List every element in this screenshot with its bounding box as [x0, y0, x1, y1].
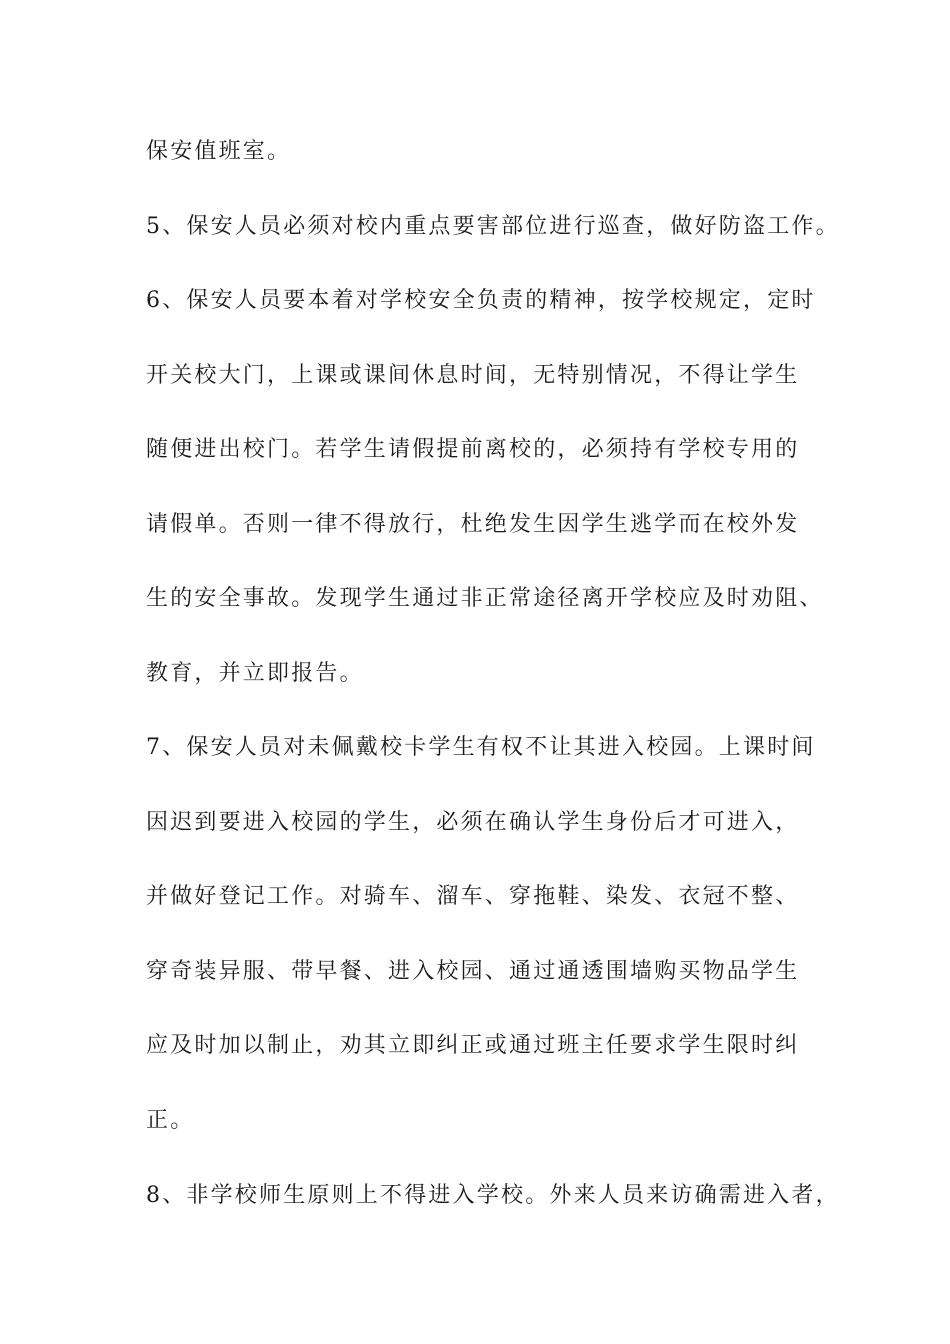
paragraph-line: 6、保安人员要本着对学校安全负责的精神，按学校规定，定时 — [146, 288, 816, 313]
paragraph-line: 请假单。否则一律不得放行，杜绝发生因学生逃学而在校外发 — [146, 512, 800, 537]
paragraph-line: 8、非学校师生原则上不得进入学校。外来人员来访确需进入者， — [146, 1183, 840, 1208]
paragraph-line: 正。 — [146, 1108, 195, 1133]
paragraph-line: 5、保安人员必须对校内重点要害部位进行巡查，做好防盗工作。 — [146, 214, 840, 239]
paragraph-line: 生的安全事故。发现学生通过非正常途径离开学校应及时劝阻、 — [146, 586, 824, 611]
paragraph-line: 教育，并立即报告。 — [146, 661, 364, 686]
paragraph-line: 并做好登记工作。对骑车、溜车、穿拖鞋、染发、衣冠不整、 — [146, 884, 800, 909]
paragraph-line: 随便进出校门。若学生请假提前离校的，必须持有学校专用的 — [146, 437, 800, 462]
paragraph-line: 开关校大门，上课或课间休息时间，无特别情况，不得让学生 — [146, 363, 800, 388]
paragraph-line: 保安值班室。 — [146, 139, 292, 164]
paragraph-line: 因迟到要进入校园的学生，必须在确认学生身份后才可进入， — [146, 810, 800, 835]
paragraph-line: 应及时加以制止，劝其立即纠正或通过班主任要求学生限时纠 — [146, 1033, 800, 1058]
paragraph-line: 穿奇装异服、带早餐、进入校园、通过通透围墙购买物品学生 — [146, 959, 800, 984]
paragraph-line: 7、保安人员对未佩戴校卡学生有权不让其进入校园。上课时间 — [146, 735, 816, 760]
